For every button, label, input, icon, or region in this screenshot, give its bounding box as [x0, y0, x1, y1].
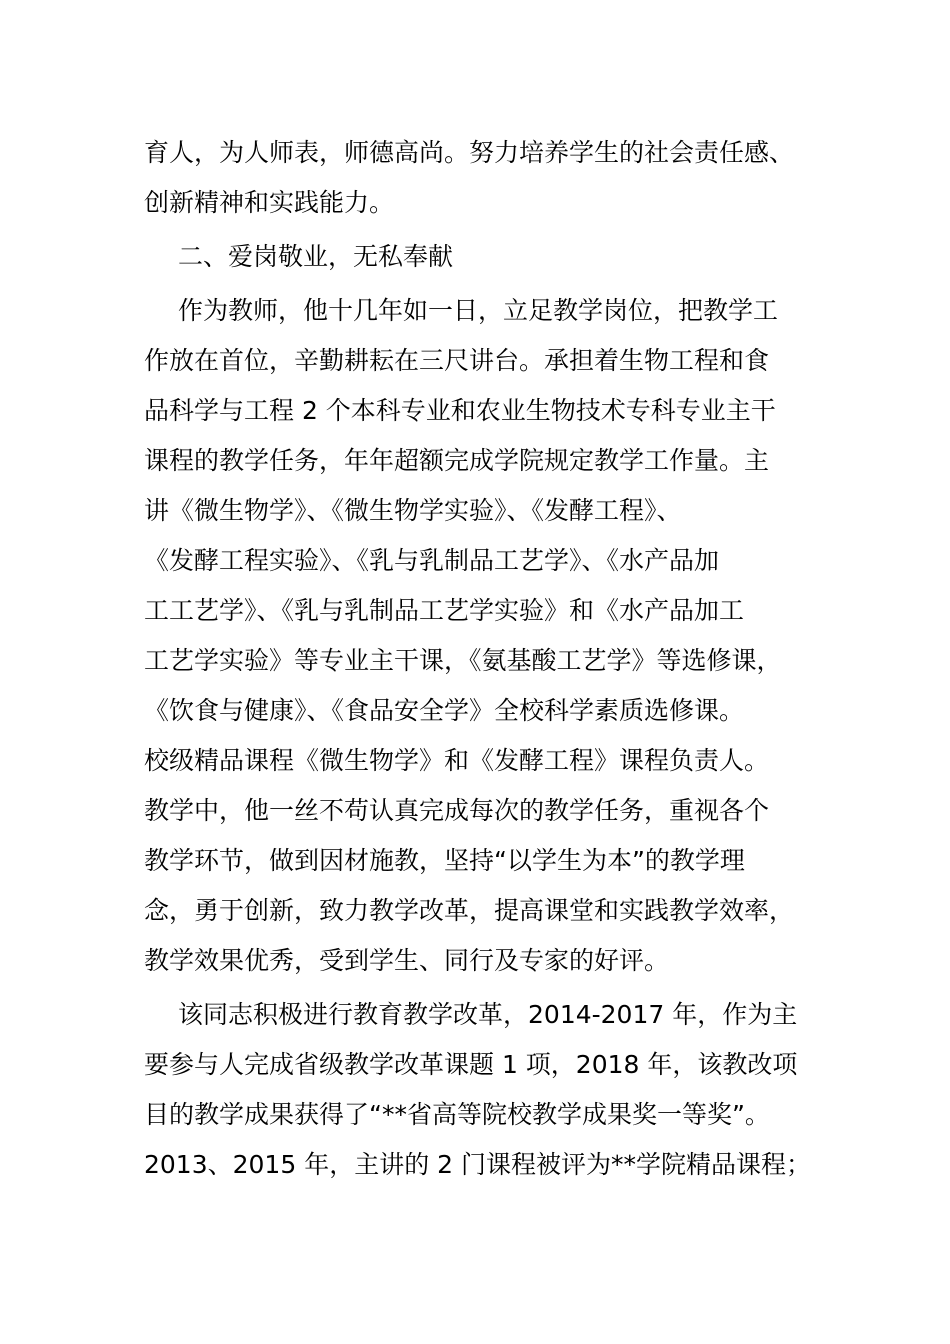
- text-line: 育人，为人师表，师德高尚。努力培养学生的社会责任感、: [144, 138, 795, 167]
- text-line: 讲《微生物学》、《微生物学实验》、《发酵工程》、: [144, 496, 682, 525]
- text-line: 要参与人完成省级教学改革课题 1 项，2018 年，该教改项: [144, 1050, 798, 1079]
- text-line: 创新精神和实践能力。: [144, 188, 395, 217]
- text-line: 工艺学实验》等专业主干课，《氨基酸工艺学》等选修课，: [144, 646, 782, 675]
- text-line: 教学环节，做到因材施教，坚持“以学生为本”的教学理: [144, 846, 745, 875]
- text-line: 教学效果优秀，受到学生、同行及专家的好评。: [144, 946, 670, 975]
- paragraph-start-line: 作为教师，他十几年如一日，立足教学岗位，把教学工: [178, 296, 779, 325]
- section-heading: 二、爱岗敬业，无私奉献: [178, 242, 454, 271]
- paragraph-start-line: 该同志积极进行教育教学改革，2014-2017 年，作为主: [178, 1000, 798, 1029]
- text-line: 教学中，他一丝不苟认真完成每次的教学任务，重视各个: [144, 796, 770, 825]
- document-body: [144, 128, 814, 1190]
- text-line: 2013、2015 年，主讲的 2 门课程被评为**学院精品课程；: [144, 1150, 811, 1179]
- text-line: 念，勇于创新，致力教学改革，提高课堂和实践教学效率，: [144, 896, 795, 925]
- text-line: 校级精品课程《微生物学》和《发酵工程》课程负责人。: [144, 746, 770, 775]
- text-line: 作放在首位，辛勤耕耘在三尺讲台。承担着生物工程和食: [144, 346, 770, 375]
- text-line: 品科学与工程 2 个本科专业和农业生物技术专科专业主干: [144, 396, 776, 425]
- text-line: 目的教学成果获得了“**省高等院校教学成果奖一等奖”。: [144, 1100, 770, 1129]
- text-line: 工工艺学》、《乳与乳制品工艺学实验》和《水产品加工: [144, 596, 745, 625]
- text-line: 《饮食与健康》、《食品安全学》全校科学素质选修课。: [144, 696, 745, 725]
- text-line: 课程的教学任务，年年超额完成学院规定教学工作量。主: [144, 446, 770, 475]
- text-line: 《发酵工程实验》、《乳与乳制品工艺学》、《水产品加: [144, 546, 720, 575]
